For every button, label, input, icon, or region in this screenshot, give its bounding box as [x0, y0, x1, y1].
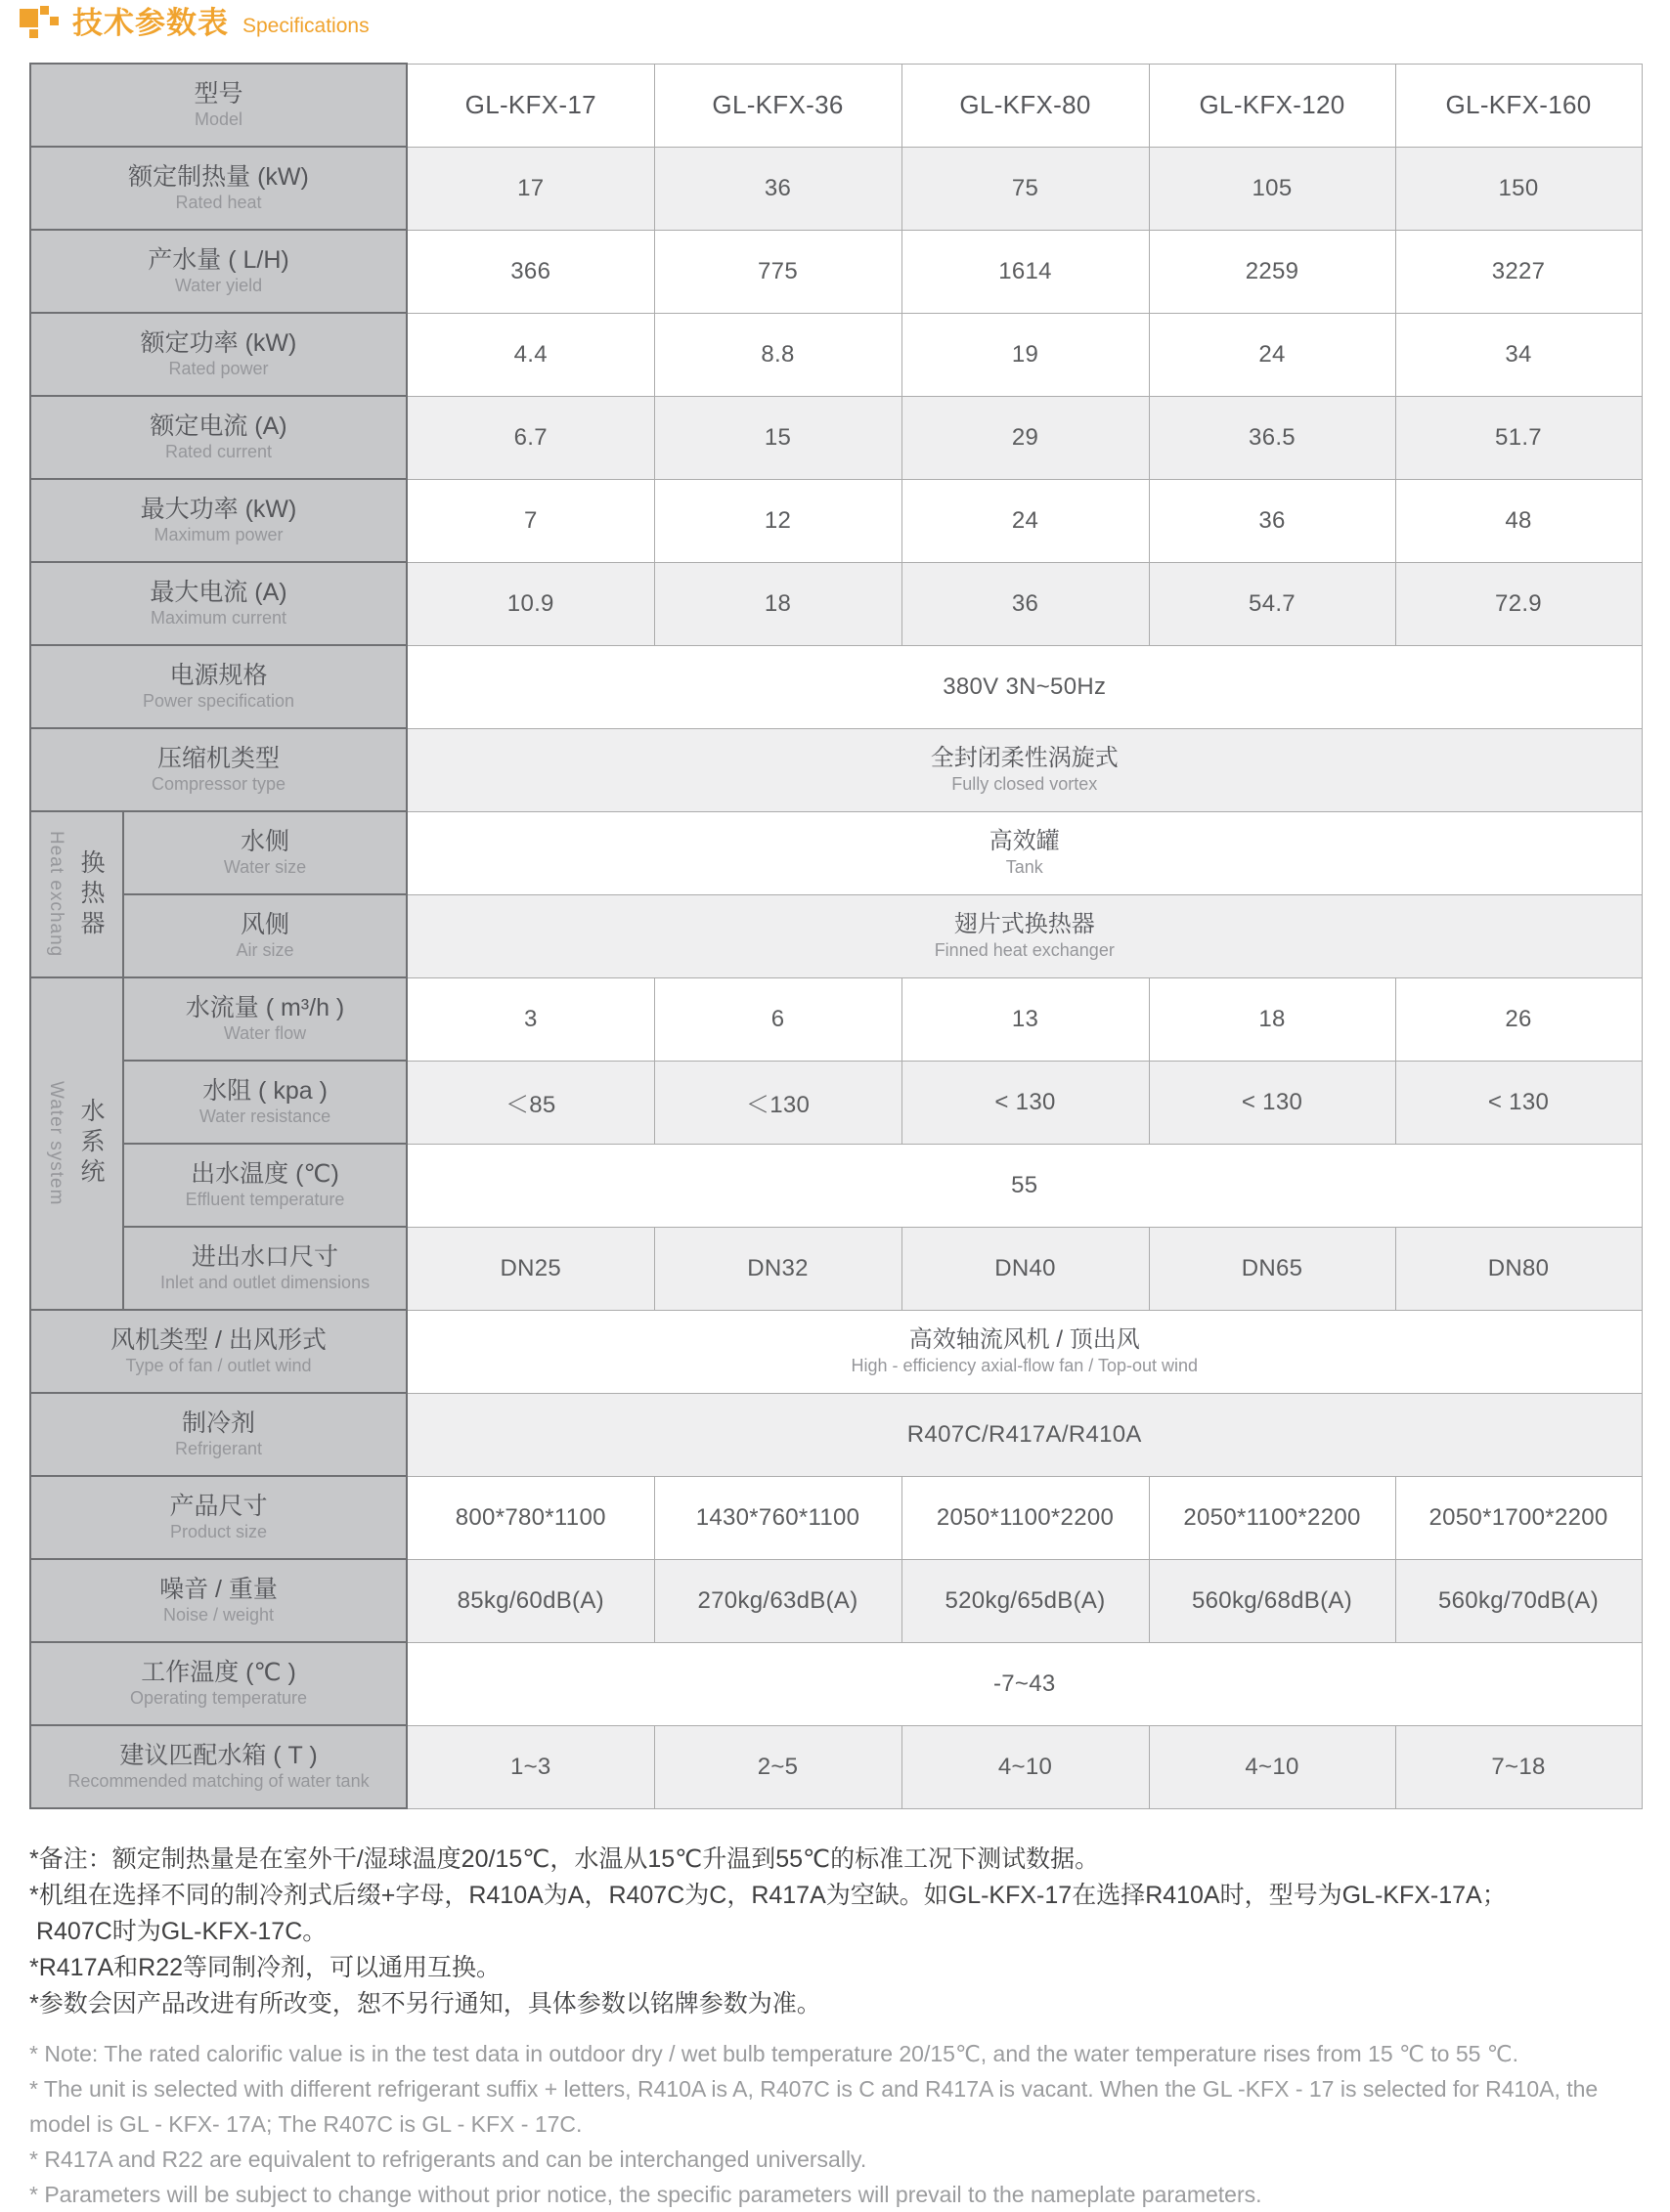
- footnotes: [29, 1842, 1652, 2212]
- label-zh: 型号: [194, 79, 243, 108]
- group-label-en: Water system: [46, 1081, 66, 1206]
- label-zh: 产水量 ( L/H): [148, 245, 289, 274]
- value-cell: 24: [901, 479, 1149, 562]
- value-cell: 2050*1700*2200: [1395, 1476, 1642, 1559]
- label-zh: 额定功率 (kW): [140, 328, 297, 357]
- row-label: [123, 1227, 407, 1310]
- value-cell: < 130: [1395, 1061, 1642, 1144]
- label-zh: 额定制热量 (kW): [128, 162, 309, 191]
- row-label: [123, 1144, 407, 1227]
- row-label-model: [30, 64, 407, 147]
- value-cell: ＜85: [407, 1061, 654, 1144]
- value-cell: DN80: [1395, 1227, 1642, 1310]
- row-label: [30, 1476, 407, 1559]
- label-en: Model: [194, 108, 243, 129]
- row-label: [30, 147, 407, 230]
- table-row-effluent-temp: [30, 1144, 1642, 1227]
- label-en: Effluent temperature: [185, 1189, 345, 1209]
- value-cell: 15: [654, 396, 901, 479]
- value-cell: 775: [654, 230, 901, 313]
- table-row-air-side: [30, 894, 1642, 977]
- table-row-inlet-outlet: [30, 1227, 1642, 1310]
- value-cell: 18: [1149, 977, 1395, 1061]
- label-en: Product size: [169, 1521, 268, 1541]
- model-name: GL-KFX-36: [712, 90, 844, 119]
- row-label: [30, 230, 407, 313]
- label-zh: 最大功率 (kW): [140, 495, 297, 523]
- value-cell: 270kg/63dB(A): [654, 1559, 901, 1642]
- footnote-zh: *机组在选择不同的制冷剂式后缀+字母，R410A为A，R407C为C，R417A为空缺。如GL-KFX-17在选择R410A时，型号为GL-KFX-17A；: [29, 1882, 1507, 1909]
- label-en: Recommended matching of water tank: [67, 1770, 370, 1791]
- value-cell: 54.7: [1149, 562, 1395, 645]
- footnote-divider: [29, 2022, 1652, 2036]
- model-name: GL-KFX-80: [959, 90, 1091, 119]
- value-cell: ＜130: [654, 1061, 901, 1144]
- value-cell: 1430*760*1100: [654, 1476, 901, 1559]
- label-en: Maximum power: [154, 524, 284, 544]
- group-label-water-system: [30, 977, 123, 1310]
- footnote-zh: *备注：额定制热量是在室外干/湿球温度20/15℃，水温从15℃升温到55℃的标准工况下测试数据。: [29, 1845, 1100, 1873]
- footnote-en: * Parameters will be subject to change without prior notice, the specific parameters will prevail to the nameplate parameters.: [29, 2182, 1262, 2207]
- label-en: Water size: [223, 856, 307, 877]
- label-en: Rated current: [164, 441, 273, 461]
- label-en: Water resistance: [198, 1106, 331, 1126]
- span-value-cell: 翅片式换热器 Finned heat exchanger: [407, 894, 1642, 977]
- label-en: Refrigerant: [174, 1438, 263, 1458]
- value-cell: 105: [1149, 147, 1395, 230]
- value-cell: 19: [901, 313, 1149, 396]
- value-cell: 6: [654, 977, 901, 1061]
- row-label: [30, 562, 407, 645]
- value-cell: 2~5: [654, 1725, 901, 1808]
- label-zh: 进出水口尺寸: [192, 1242, 339, 1271]
- value-cell: 13: [901, 977, 1149, 1061]
- row-label: [30, 728, 407, 811]
- value-cell: 36.5: [1149, 396, 1395, 479]
- value-cell: 800*780*1100: [407, 1476, 654, 1559]
- label-zh: 风侧: [241, 910, 290, 938]
- label-zh: 工作温度 (℃ ): [141, 1658, 296, 1686]
- span-value-cell: 高效轴流风机 / 顶出风 High - efficiency axial-flow fan / Top-out wind: [407, 1310, 1642, 1393]
- label-zh: 额定电流 (A): [150, 412, 287, 440]
- row-label: [123, 894, 407, 977]
- row-label: [123, 811, 407, 894]
- value-cell: 7~18: [1395, 1725, 1642, 1808]
- label-en: Rated heat: [175, 192, 262, 212]
- label-zh: 电源规格: [169, 661, 268, 689]
- footnote-en: * Note: The rated calorific value is in the test data in outdoor dry / wet bulb temperature 20/15℃, and the water temperature rises from 15 ℃ to 55 ℃.: [29, 2041, 1519, 2066]
- model-name: GL-KFX-160: [1445, 90, 1592, 119]
- value-cell: 18: [654, 562, 901, 645]
- value-cell: 7: [407, 479, 654, 562]
- value-cell: < 130: [901, 1061, 1149, 1144]
- label-zh: 风机类型 / 出风形式: [110, 1325, 327, 1354]
- page-title-zh: 技术参数表: [72, 6, 229, 40]
- label-en: Type of fan / outlet wind: [125, 1355, 312, 1375]
- span-value-cell: 高效罐 Tank: [407, 811, 1642, 894]
- value-cell: 560kg/68dB(A): [1149, 1559, 1395, 1642]
- table-row-rated-heat: [30, 147, 1642, 230]
- group-label-zh: 水系统: [77, 1098, 105, 1190]
- footnote-zh: *参数会因产品改进有所改变，恕不另行通知，具体参数以铭牌参数为准。: [29, 1990, 821, 2017]
- group-label-en: Heat exchang: [46, 831, 66, 958]
- span-value-cell: -7~43: [407, 1642, 1642, 1725]
- table-row-fan-type: [30, 1310, 1642, 1393]
- value-cell: 24: [1149, 313, 1395, 396]
- table-row-rated-current: [30, 396, 1642, 479]
- label-zh: 水阻 ( kpa ): [202, 1076, 328, 1105]
- value-cell: 2050*1100*2200: [1149, 1476, 1395, 1559]
- value-cell: 1~3: [407, 1725, 654, 1808]
- model-cell: [901, 64, 1149, 147]
- label-zh: 压缩机类型: [157, 744, 281, 772]
- table-row-model: [30, 64, 1642, 147]
- value-cell: 51.7: [1395, 396, 1642, 479]
- model-name: GL-KFX-17: [464, 90, 596, 119]
- spec-table: [29, 63, 1643, 1809]
- model-name: GL-KFX-120: [1199, 90, 1345, 119]
- label-zh: 水侧: [241, 827, 290, 855]
- label-en: Rated power: [168, 358, 269, 378]
- value-cell: 520kg/65dB(A): [901, 1559, 1149, 1642]
- label-en: Air size: [236, 939, 294, 960]
- footnote-en: model is GL - KFX- 17A; The R407C is GL - KFX - 17C.: [29, 2111, 583, 2137]
- row-label: [30, 1310, 407, 1393]
- value-cell: 1614: [901, 230, 1149, 313]
- value-cell: 4~10: [1149, 1725, 1395, 1808]
- label-en: Inlet and outlet dimensions: [159, 1272, 371, 1292]
- row-label: [123, 1061, 407, 1144]
- value-cell: 75: [901, 147, 1149, 230]
- value-cell: 10.9: [407, 562, 654, 645]
- label-en: Noise / weight: [162, 1604, 275, 1625]
- label-zh: 建议匹配水箱 ( T ): [119, 1741, 318, 1769]
- table-row-refrigerant: [30, 1393, 1642, 1476]
- label-en: Water yield: [174, 275, 263, 295]
- label-zh: 产品尺寸: [169, 1492, 268, 1520]
- value-cell: < 130: [1149, 1061, 1395, 1144]
- table-row-max-power: [30, 479, 1642, 562]
- row-label: [30, 645, 407, 728]
- model-cell: [1149, 64, 1395, 147]
- value-cell: DN25: [407, 1227, 654, 1310]
- value-cell: 48: [1395, 479, 1642, 562]
- label-en: Water flow: [223, 1022, 307, 1043]
- label-en: Maximum current: [150, 607, 287, 628]
- label-zh: 最大电流 (A): [150, 578, 287, 606]
- label-zh: 水流量 ( m³/h ): [185, 993, 345, 1021]
- spec-sheet: [29, 63, 1641, 1809]
- value-cell: 2050*1100*2200: [901, 1476, 1149, 1559]
- table-row-noise-weight: [30, 1559, 1642, 1642]
- table-row-water-resistance: [30, 1061, 1642, 1144]
- table-row-water-yield: [30, 230, 1642, 313]
- row-label: [30, 313, 407, 396]
- row-label: [30, 1642, 407, 1725]
- row-label: [30, 1725, 407, 1808]
- table-row-water-flow: [30, 977, 1642, 1061]
- value-cell: 4~10: [901, 1725, 1149, 1808]
- group-label-zh: 换热器: [77, 848, 105, 940]
- row-label: [30, 1559, 407, 1642]
- value-cell: 560kg/70dB(A): [1395, 1559, 1642, 1642]
- label-en: Operating temperature: [129, 1687, 308, 1708]
- row-label: [123, 977, 407, 1061]
- table-row-operating-temp: [30, 1642, 1642, 1725]
- footnote-zh: *R417A和R22等同制冷剂，可以通用互换。: [29, 1954, 502, 1981]
- label-en: Compressor type: [151, 773, 286, 794]
- page-title: [20, 6, 370, 38]
- value-cell: DN65: [1149, 1227, 1395, 1310]
- table-row-product-size: [30, 1476, 1642, 1559]
- value-cell: 26: [1395, 977, 1642, 1061]
- value-cell: 366: [407, 230, 654, 313]
- page-title-en: Specifications: [242, 14, 370, 37]
- value-cell: 3: [407, 977, 654, 1061]
- value-cell: 2259: [1149, 230, 1395, 313]
- footnote-en: * The unit is selected with different refrigerant suffix + letters, R410A is A, R407C is C and R417A is vacant. When the GL -KFX - 17 is selected for R410A, the: [29, 2076, 1599, 2102]
- value-cell: 36: [654, 147, 901, 230]
- span-value-cell: 全封闭柔性涡旋式 Fully closed vortex: [407, 728, 1642, 811]
- label-zh: 出水温度 (℃): [191, 1159, 339, 1188]
- value-cell: 36: [1149, 479, 1395, 562]
- table-row-water-side: [30, 811, 1642, 894]
- value-cell: 34: [1395, 313, 1642, 396]
- table-row-max-current: [30, 562, 1642, 645]
- value-cell: DN32: [654, 1227, 901, 1310]
- value-cell: 85kg/60dB(A): [407, 1559, 654, 1642]
- value-cell: 8.8: [654, 313, 901, 396]
- table-row-compressor: [30, 728, 1642, 811]
- value-cell: 72.9: [1395, 562, 1642, 645]
- row-label: [30, 479, 407, 562]
- value-cell: 12: [654, 479, 901, 562]
- model-cell: [654, 64, 901, 147]
- span-value-cell: 380V 3N~50Hz: [407, 645, 1642, 728]
- value-cell: 29: [901, 396, 1149, 479]
- label-en: Power specification: [142, 690, 295, 711]
- footnote-zh: R407C时为GL-KFX-17C。: [29, 1918, 328, 1945]
- span-value-cell: R407C/R417A/R410A: [407, 1393, 1642, 1476]
- label-zh: 噪音 / 重量: [159, 1575, 278, 1603]
- table-row-tank-match: [30, 1725, 1642, 1808]
- value-cell: 36: [901, 562, 1149, 645]
- value-cell: 3227: [1395, 230, 1642, 313]
- group-label-heat-exchanger: [30, 811, 123, 977]
- model-cell: [1395, 64, 1642, 147]
- table-row-rated-power: [30, 313, 1642, 396]
- row-label: [30, 1393, 407, 1476]
- value-cell: DN40: [901, 1227, 1149, 1310]
- label-zh: 制冷剂: [182, 1409, 256, 1437]
- value-cell: 6.7: [407, 396, 654, 479]
- table-row-power-spec: [30, 645, 1642, 728]
- span-value-cell: 55: [407, 1144, 1642, 1227]
- value-cell: 150: [1395, 147, 1642, 230]
- model-cell: [407, 64, 654, 147]
- footnote-en: * R417A and R22 are equivalent to refrigerants and can be interchanged universally.: [29, 2147, 867, 2172]
- row-label: [30, 396, 407, 479]
- value-cell: 4.4: [407, 313, 654, 396]
- grid-logo-icon: [20, 6, 59, 38]
- value-cell: 17: [407, 147, 654, 230]
